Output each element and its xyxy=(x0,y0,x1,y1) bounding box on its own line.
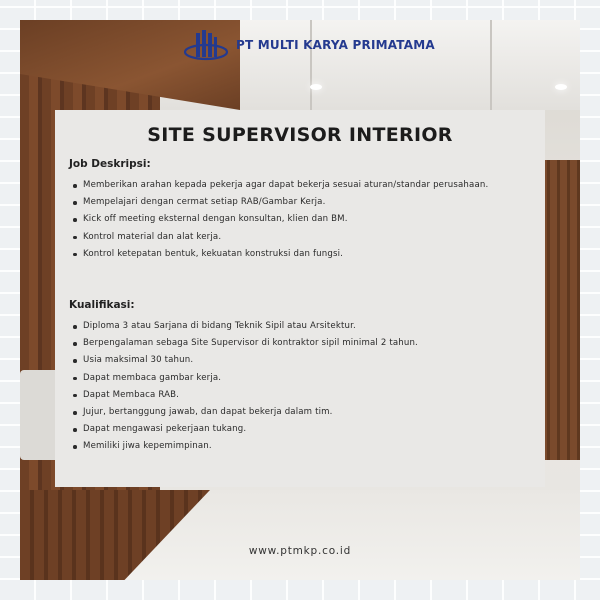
list-item: Kick off meeting eksternal dengan konsultan, klien dan BM. xyxy=(83,211,531,228)
list-item: Memberikan arahan kepada pekerja agar dapat bekerja sesuai aturan/standar perusahaan. xyxy=(83,177,531,194)
job-posting-card xyxy=(55,110,545,487)
list-item: Berpengalaman sebaga Site Supervisor di kontraktor sipil minimal 2 tahun. xyxy=(83,335,531,352)
ceiling-seam xyxy=(310,20,312,110)
list-item: Dapat membaca gambar kerja. xyxy=(83,370,531,387)
list-item: Diploma 3 atau Sarjana di bidang Teknik Sipil atau Arsitektur. xyxy=(83,318,531,335)
list-item: Kontrol ketepatan bentuk, kekuatan konstruksi dan fungsi. xyxy=(83,246,531,263)
list-item: Mempelajari dengan cermat setiap RAB/Gambar Kerja. xyxy=(83,194,531,211)
qualification-list xyxy=(69,318,531,456)
building-logo-icon xyxy=(184,30,228,62)
website-link[interactable]: www.ptmkp.co.id xyxy=(248,545,352,557)
ceiling-light xyxy=(555,84,567,90)
list-item: Jujur, bertanggung jawab, dan dapat bekerja dalam tim. xyxy=(83,404,531,421)
list-item: Dapat Membaca RAB. xyxy=(83,387,531,404)
job-title: SITE SUPERVISOR INTERIOR xyxy=(147,124,453,146)
ceiling-seam xyxy=(490,20,492,110)
ceiling-light xyxy=(310,84,322,90)
list-item: Dapat mengawasi pekerjaan tukang. xyxy=(83,421,531,438)
job-description-heading: Job Deskripsi: xyxy=(69,158,151,170)
qualification-heading: Kualifikasi: xyxy=(69,299,135,312)
wood-wall-right xyxy=(540,160,580,460)
list-item: Usia maksimal 30 tahun. xyxy=(83,352,531,369)
list-item: Memiliki jiwa kepemimpinan. xyxy=(83,438,531,455)
company-name: PT MULTI KARYA PRIMATAMA xyxy=(236,38,435,52)
list-item: Kontrol material dan alat kerja. xyxy=(83,229,531,246)
job-description-list xyxy=(69,177,531,263)
